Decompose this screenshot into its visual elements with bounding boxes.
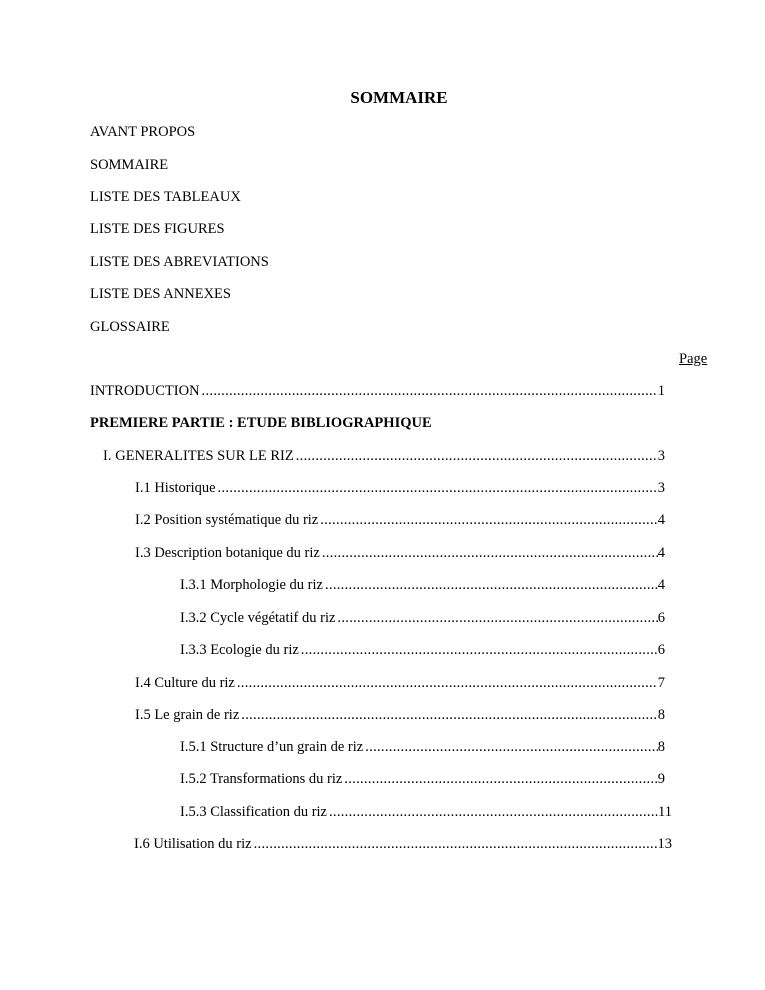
toc-entry-label: I.4 Culture du riz <box>135 675 235 691</box>
toc-entry-subsection <box>180 770 665 788</box>
toc-entry-liste-tableaux: LISTE DES TABLEAUX <box>90 189 241 205</box>
toc-entry-page: 4 <box>657 512 665 528</box>
toc-entry-label: I.3.2 Cycle végétatif du riz <box>180 610 336 626</box>
toc-entry-glossaire: GLOSSAIRE <box>90 319 170 335</box>
toc-entry-page: 4 <box>657 577 665 593</box>
dot-leader <box>239 706 657 724</box>
toc-entry-label: I.1 Historique <box>135 480 216 496</box>
toc-entry-sommaire: SOMMAIRE <box>90 157 169 173</box>
toc-entry-page: 8 <box>657 739 665 755</box>
toc-entry-section <box>135 706 665 724</box>
toc-entry-page: 3 <box>657 480 665 496</box>
toc-entry-chapter-1 <box>103 447 665 465</box>
dot-leader <box>252 835 658 853</box>
part-heading: PREMIERE PARTIE : ETUDE BIBLIOGRAPHIQUE <box>90 415 432 431</box>
dot-leader <box>299 641 658 659</box>
dot-leader <box>318 511 658 529</box>
toc-entry-label: I.5.3 Classification du riz <box>180 804 327 820</box>
toc-entry-page: 7 <box>657 675 665 691</box>
toc-entry-section <box>134 835 672 853</box>
dot-leader <box>323 576 658 594</box>
toc-entry-label: I.3 Description botanique du riz <box>135 545 320 561</box>
toc-entry-avant-propos: AVANT PROPOS <box>90 124 196 140</box>
dot-leader <box>363 738 658 756</box>
page-title: SOMMAIRE <box>350 88 448 107</box>
toc-entry-subsection <box>180 738 665 756</box>
dot-leader <box>216 479 658 497</box>
toc-entry-label: I.2 Position systématique du riz <box>135 512 319 528</box>
toc-entry-label: I.6 Utilisation du riz <box>134 836 252 852</box>
toc-entry-label: I.3.3 Ecologie du riz <box>180 642 299 658</box>
toc-entry-page: 3 <box>657 448 665 464</box>
toc-entry-page: 13 <box>657 836 672 852</box>
toc-entry-label: I.3.1 Morphologie du riz <box>180 577 323 593</box>
toc-entry-page: 4 <box>657 545 665 561</box>
toc-entry-liste-abreviations: LISTE DES ABREVIATIONS <box>90 254 269 270</box>
toc-entry-label: I.5.2 Transformations du riz <box>180 771 343 787</box>
dot-leader <box>335 609 657 627</box>
toc-entry-page: 9 <box>657 771 665 787</box>
toc-entry-subsection <box>180 609 665 627</box>
dot-leader <box>342 770 657 788</box>
chapter-number: I. <box>103 448 112 464</box>
toc-entry-page: 11 <box>658 804 672 820</box>
toc-entry-page: 6 <box>657 642 665 658</box>
toc-entry-liste-annexes: LISTE DES ANNEXES <box>90 286 231 302</box>
page-column-label: Page <box>679 351 708 367</box>
toc-entry-section <box>135 674 665 692</box>
toc-entry-section <box>135 544 665 562</box>
dot-leader <box>294 447 658 465</box>
toc-entry-label: I.5 Le grain de riz <box>135 707 240 723</box>
dot-leader <box>327 803 658 821</box>
toc-entry-label: GENERALITES SUR LE RIZ <box>115 448 294 464</box>
toc-entry-liste-figures: LISTE DES FIGURES <box>90 221 225 237</box>
toc-entry-introduction <box>90 382 665 400</box>
dot-leader <box>235 674 658 692</box>
toc-entry-label: I.5.1 Structure d’un grain de riz <box>180 739 364 755</box>
dot-leader <box>320 544 658 562</box>
toc-entry-page: 1 <box>657 383 665 399</box>
toc-entry-subsection <box>180 576 665 594</box>
toc-entry-subsection <box>180 641 665 659</box>
toc-entry-subsection <box>180 803 672 821</box>
toc-entry-label: INTRODUCTION <box>90 383 200 399</box>
dot-leader <box>200 382 658 400</box>
toc-entry-page: 6 <box>657 610 665 626</box>
toc-entry-section <box>135 479 665 497</box>
toc-entry-section <box>135 511 665 529</box>
toc-entry-page: 8 <box>657 707 665 723</box>
